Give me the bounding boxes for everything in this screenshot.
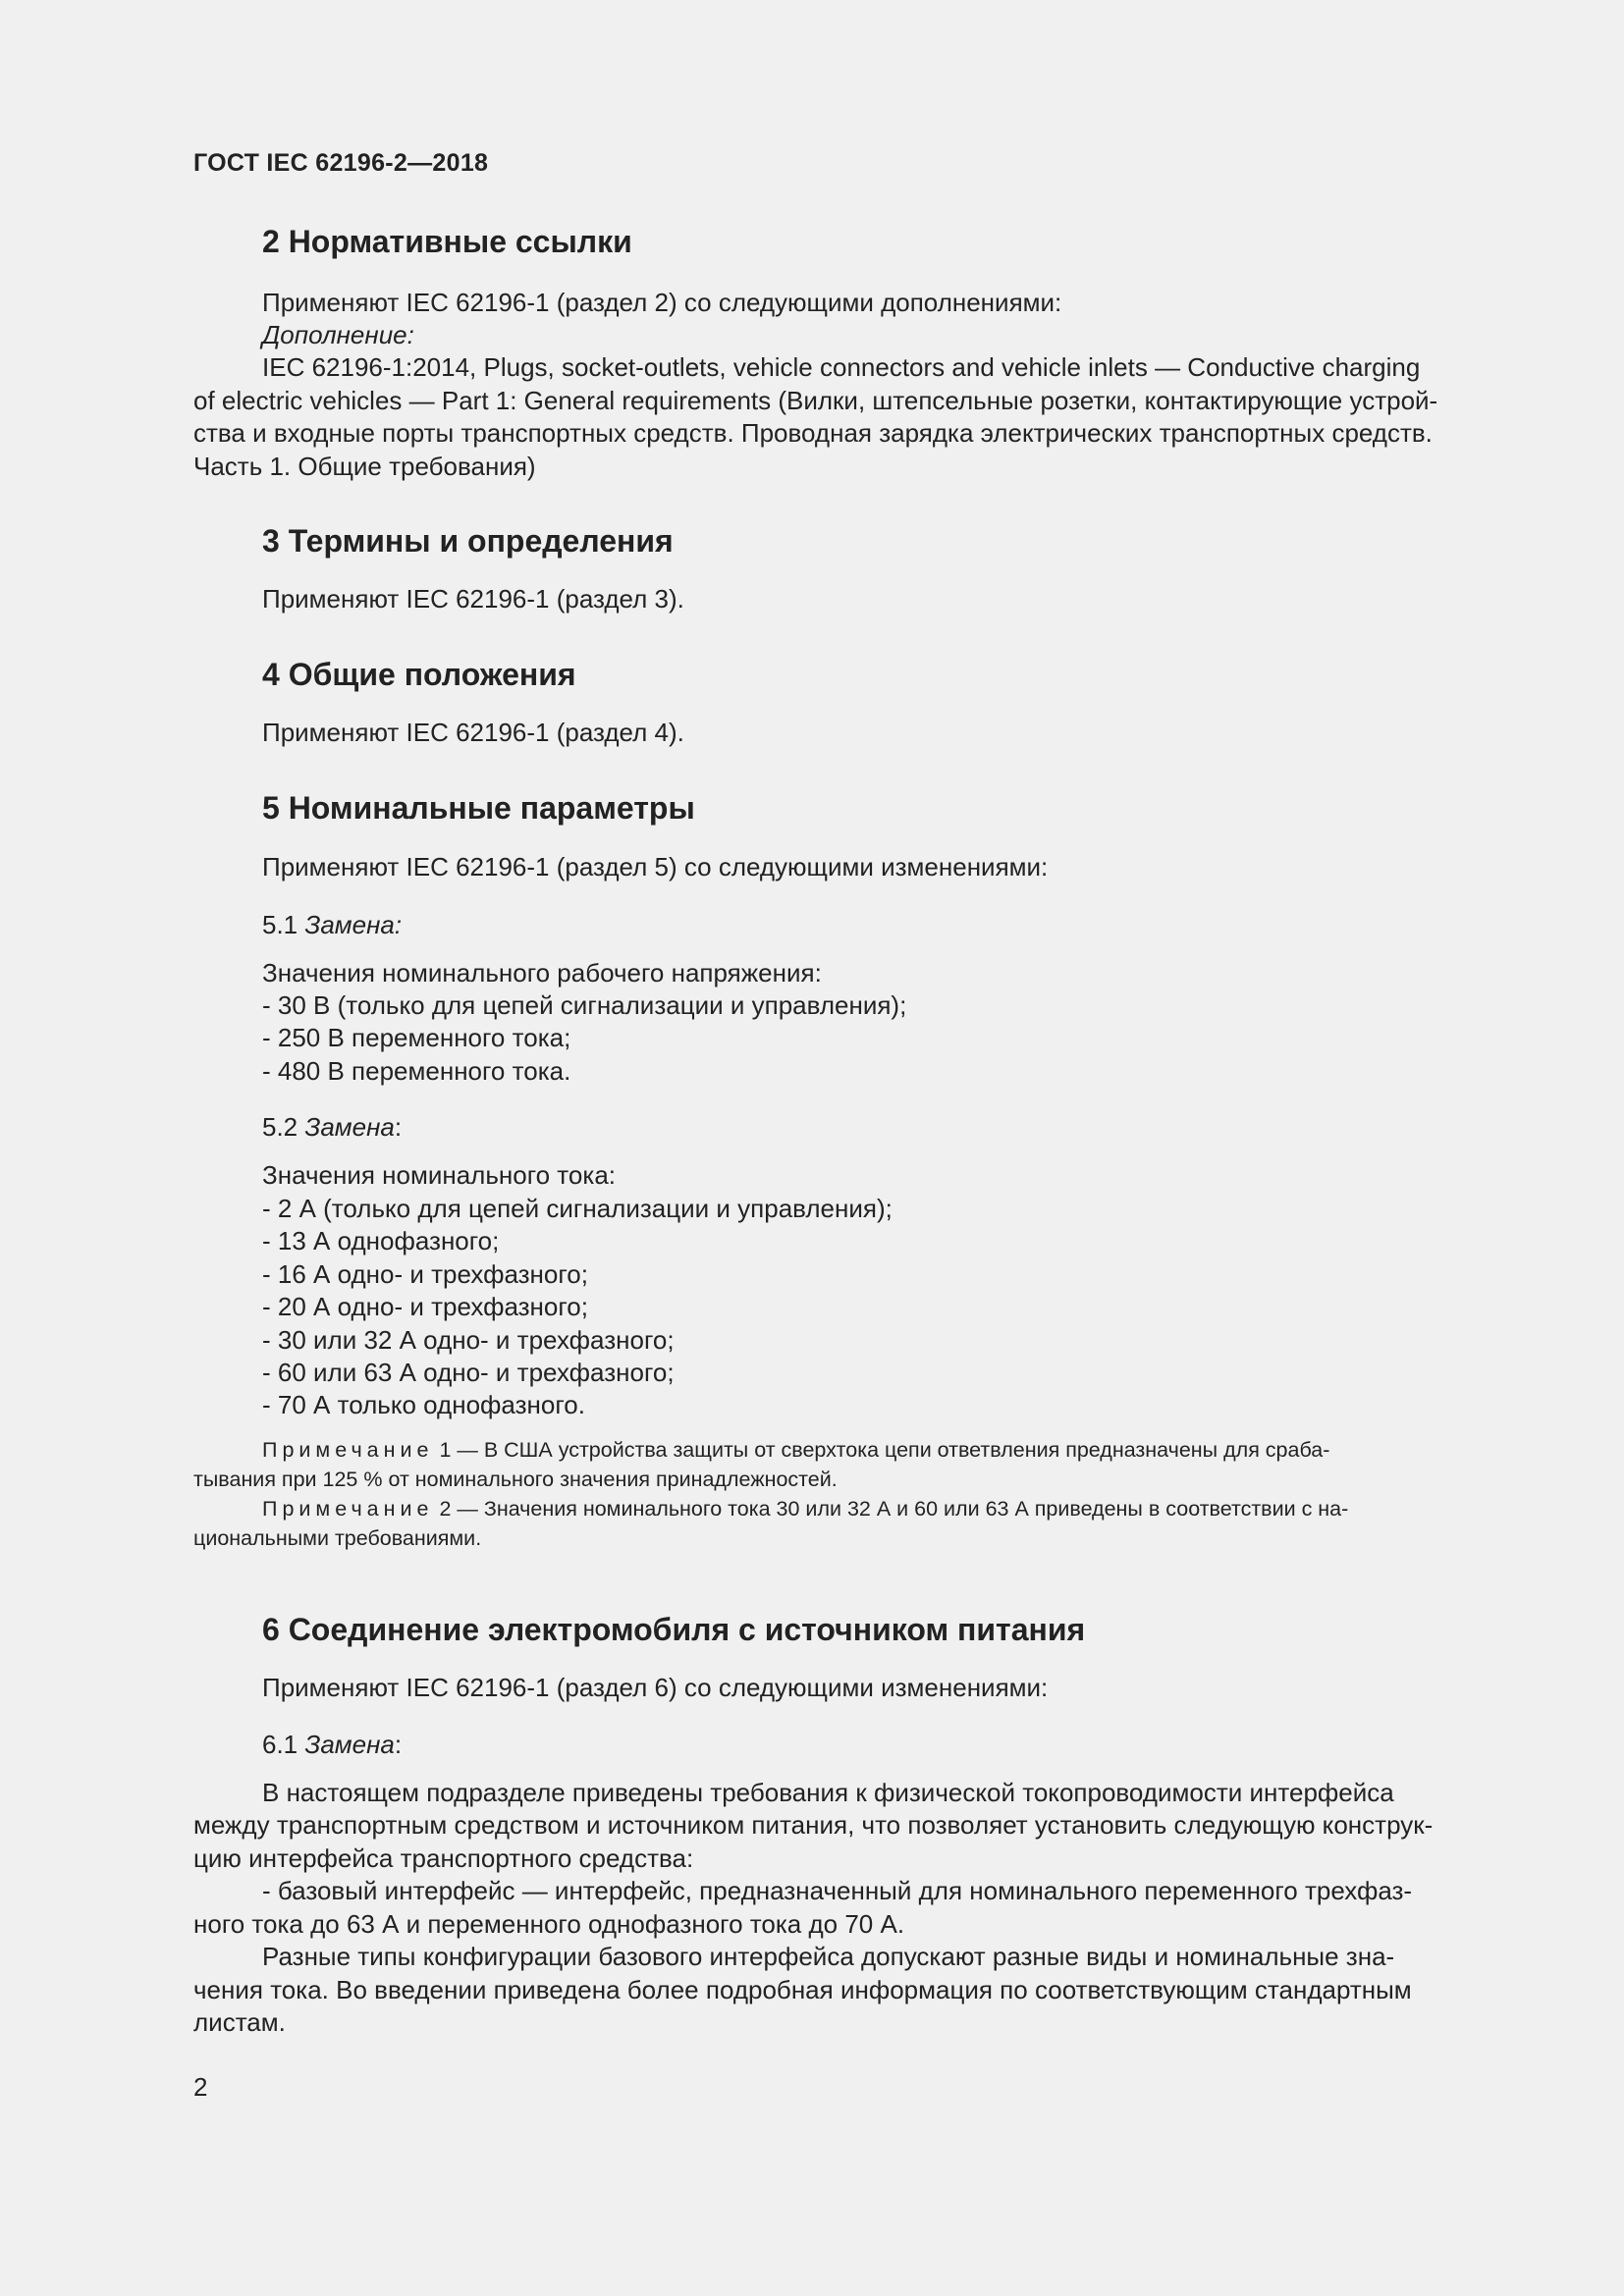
s4-paragraph-1: Применяют IEC 62196-1 (раздел 4). xyxy=(262,718,684,747)
section-5-title: 5 Номинальные параметры xyxy=(262,790,695,826)
list-item: - 480 В переменного тока. xyxy=(262,1056,571,1086)
s6-paragraph-a-line-3: цию интерфейса транспортного средства: xyxy=(193,1843,694,1873)
note-2: Примечание 2 — Значения номинального тока 30 или 32 А и 60 или 63 А приведены в соответствии с на- циональными требованиями. xyxy=(193,1497,1349,1550)
list-item: - 2 А (только для цепей сигнализации и управления); xyxy=(262,1194,893,1223)
list-item: - 70 А только однофазного. xyxy=(262,1390,585,1419)
list-item: - 13 А однофазного; xyxy=(262,1226,500,1255)
s6-clause-6-1: 6.1 Замена: xyxy=(262,1730,403,1759)
list-item: - 30 В (только для цепей сигнализации и управления); xyxy=(262,990,907,1020)
s6-paragraph-a-line-1: В настоящем подразделе приведены требования к физической токопроводимости интерфейса xyxy=(262,1778,1394,1807)
section-3-title: 3 Термины и определения xyxy=(262,523,674,559)
list-item: - 16 А одно- и трехфазного; xyxy=(262,1259,588,1289)
s6-paragraph-c-line-3: листам. xyxy=(193,2007,286,2037)
list-item: - 30 или 32 А одно- и трехфазного; xyxy=(262,1325,675,1355)
s6-paragraph-1: Применяют IEC 62196-1 (раздел 6) со следующими изменениями: xyxy=(262,1673,1049,1702)
page-number: 2 xyxy=(193,2072,208,2102)
document-header: ГОСТ IEC 62196-2—2018 xyxy=(193,149,489,177)
s6-paragraph-c-line-1: Разные типы конфигурации базового интерфейса допускают разные виды и номинальные зна- xyxy=(262,1942,1395,1971)
s6-paragraph-c-line-2: чения тока. Во введении приведена более подробная информация по соответствующим стандартным xyxy=(193,1975,1412,2004)
s2-addition-label: Дополнение: xyxy=(262,320,414,349)
s6-paragraph-a-line-2: между транспортным средством и источником питания, что позволяет установить следующую конструк- xyxy=(193,1810,1434,1840)
section-2-title: 2 Нормативные ссылки xyxy=(262,224,632,259)
s3-paragraph-1: Применяют IEC 62196-1 (раздел 3). xyxy=(262,584,684,614)
list-item: - 20 А одно- и трехфазного; xyxy=(262,1292,588,1321)
section-4-title: 4 Общие положения xyxy=(262,657,576,692)
s2-reference-line-1: IEC 62196-1:2014, Plugs, socket-outlets, vehicle connectors and vehicle inlets — Conductive charging xyxy=(262,352,1421,382)
s5-paragraph-1: Применяют IEC 62196-1 (раздел 5) со следующими изменениями: xyxy=(262,852,1049,881)
s5-clause-5-2: 5.2 Замена: xyxy=(262,1112,403,1142)
s2-reference-line-2: of electric vehicles — Part 1: General requirements (Вилки, штепсельные розетки, контактирующие устрой- xyxy=(193,386,1438,415)
s6-paragraph-b-line-2: ного тока до 63 А и переменного однофазного тока до 70 А. xyxy=(193,1909,905,1939)
s6-paragraph-b-line-1: - базовый интерфейс — интерфейс, предназначенный для номинального переменного трехфаз- xyxy=(262,1876,1413,1905)
section-6-title: 6 Соединение электромобиля с источником питания xyxy=(262,1612,1086,1647)
s2-paragraph-1: Применяют IEC 62196-1 (раздел 2) со следующими дополнениями: xyxy=(262,288,1062,317)
s2-reference-line-3: ства и входные порты транспортных средств. Проводная зарядка электрических транспортных средств. xyxy=(193,418,1433,448)
s5-clause-5-1: 5.1 Замена: xyxy=(262,910,403,939)
s2-reference-line-4: Часть 1. Общие требования) xyxy=(193,452,536,481)
list-item: - 60 или 63 А одно- и трехфазного; xyxy=(262,1358,675,1387)
s5-current-intro: Значения номинального тока: xyxy=(262,1160,617,1190)
note-1: Примечание 1 — В США устройства защиты от сверхтока цепи ответвления предназначены для сраба- тывания при 125 % от номинального значения принадлежностей. xyxy=(193,1438,1330,1491)
list-item: - 250 В переменного тока; xyxy=(262,1023,571,1052)
s5-voltage-intro: Значения номинального рабочего напряжения: xyxy=(262,958,822,988)
